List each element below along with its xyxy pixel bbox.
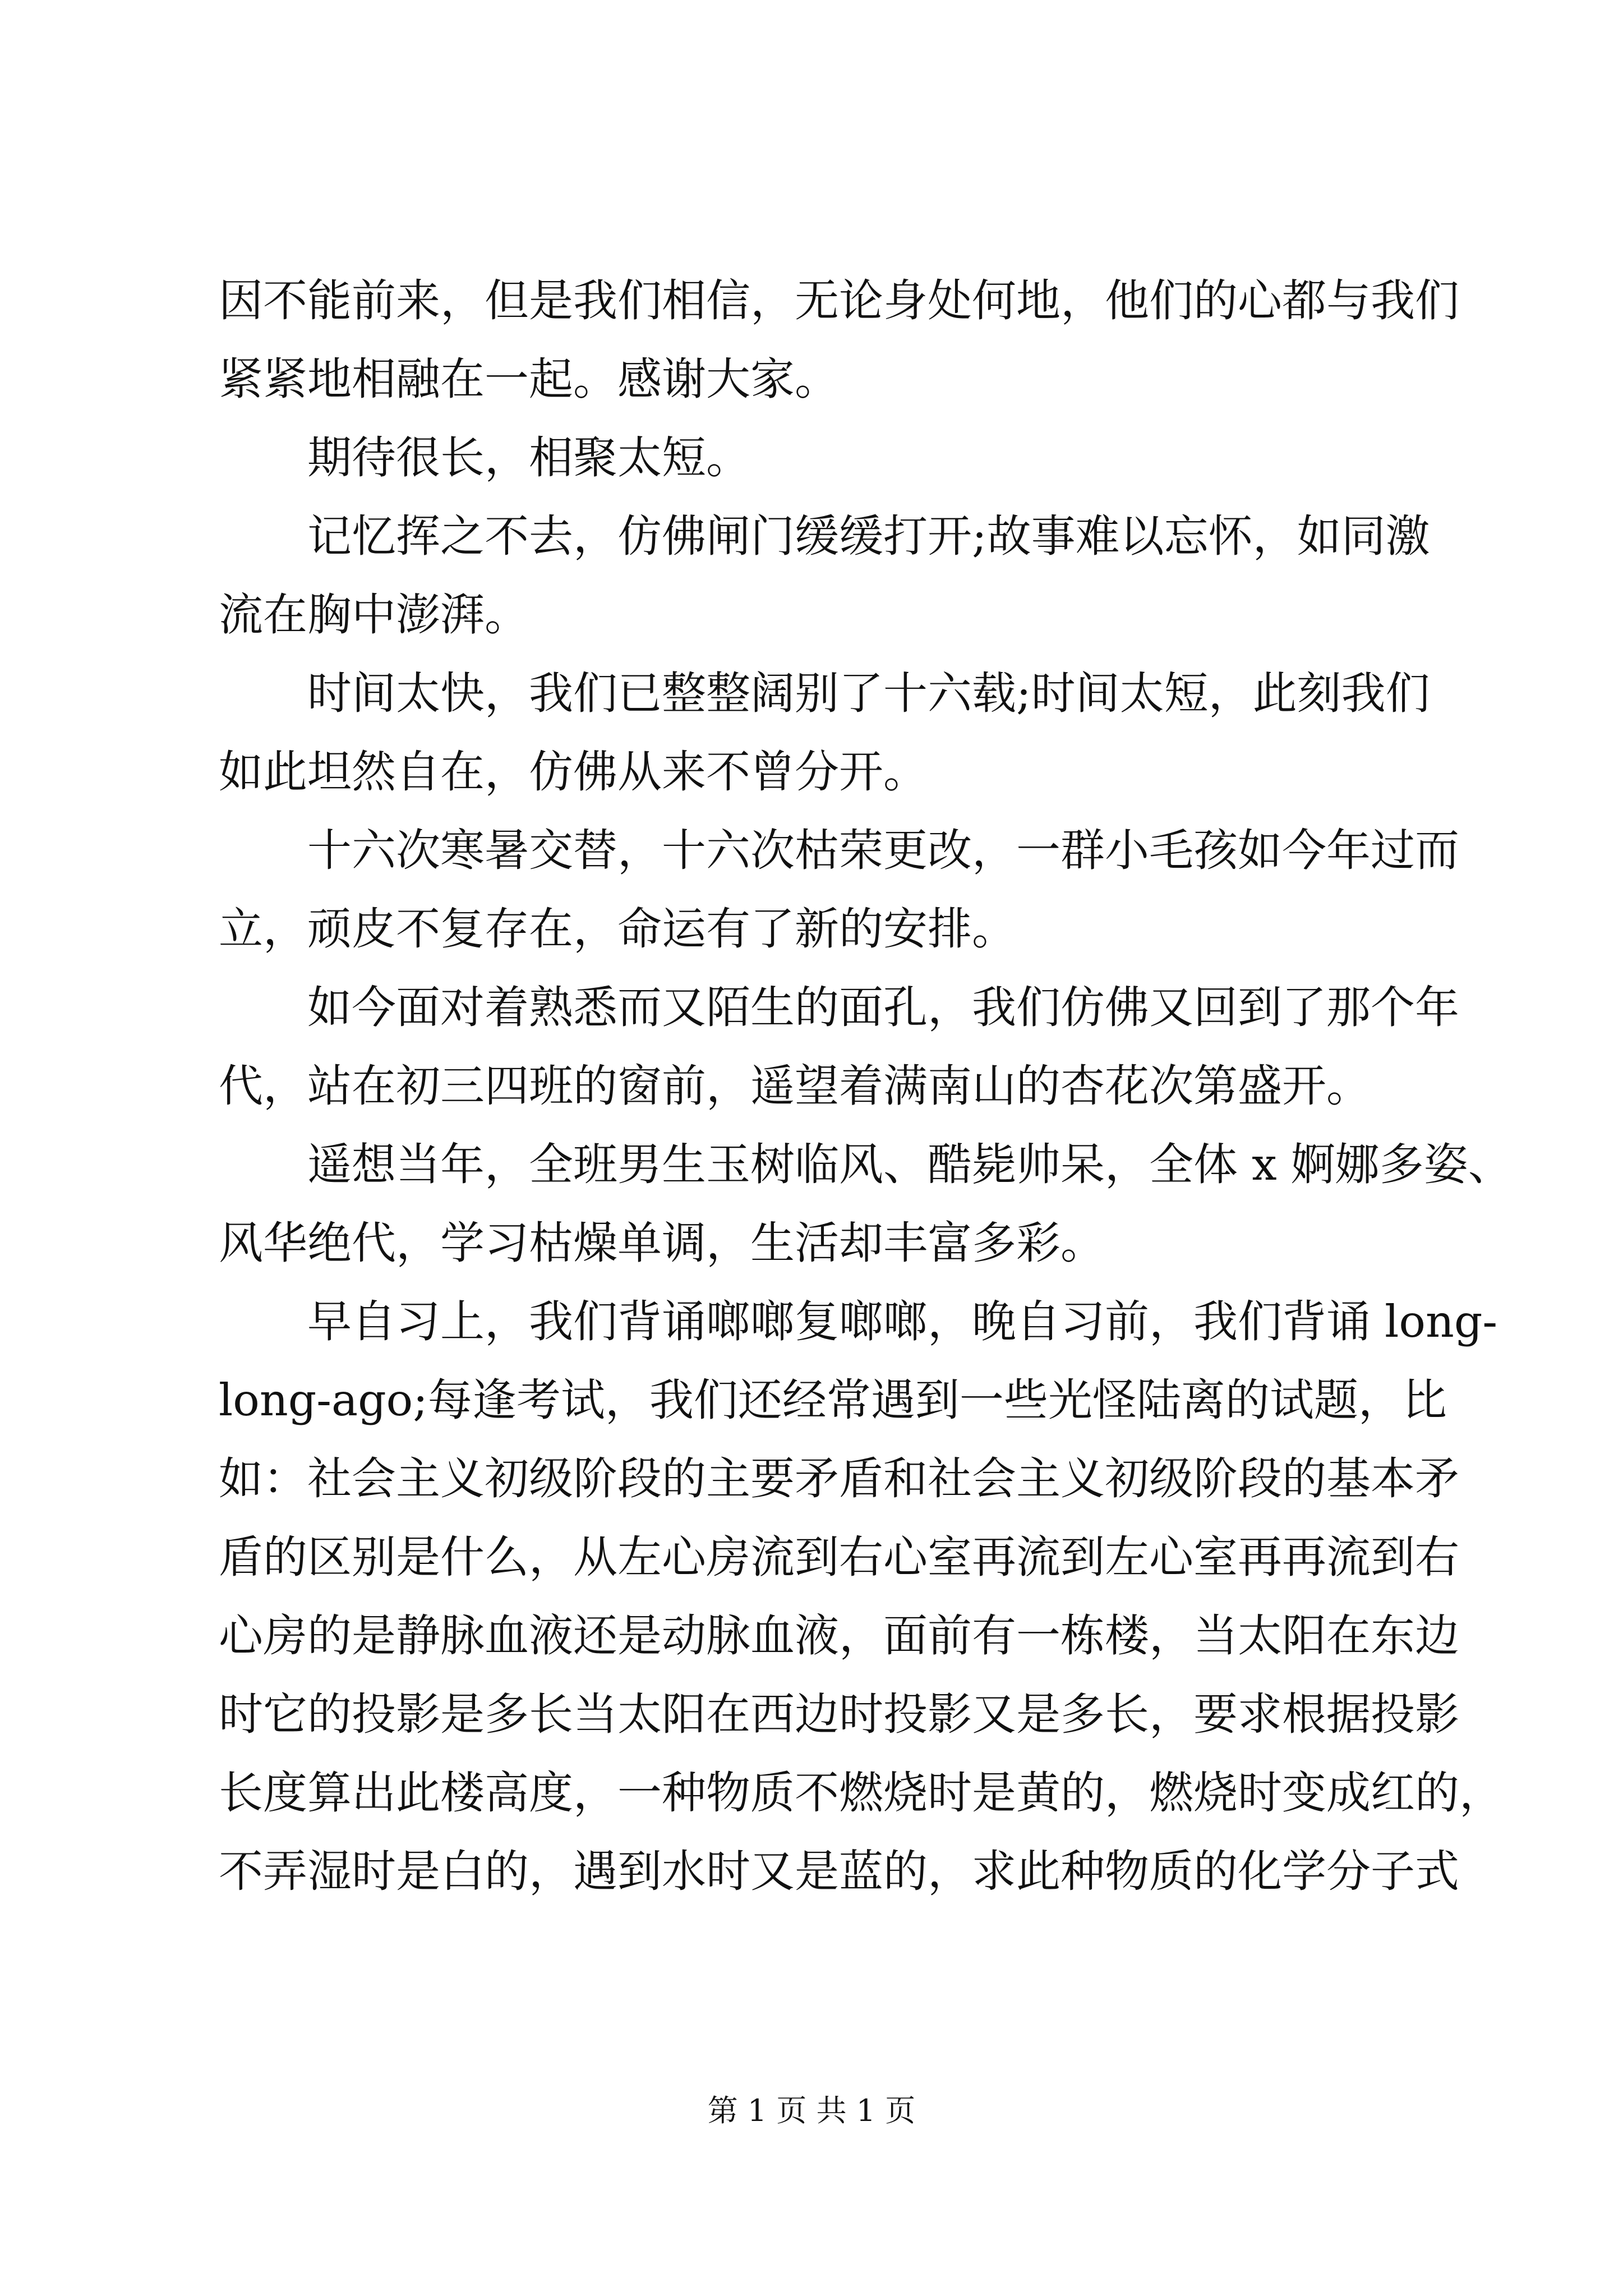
- text-line: 因不能前来，但是我们相信，无论身处何地，他们的心都与我们: [219, 275, 1459, 326]
- text-line: 风华绝代，学习枯燥单调，生活却丰富多彩。: [219, 1217, 1105, 1269]
- text-line: 遥想当年，全班男生玉树临风、酷毙帅呆，全体 x 婀娜多姿、: [307, 1139, 1513, 1190]
- text-line: 时它的投影是多长当太阳在西边时投影又是多长，要求根据投影: [219, 1688, 1459, 1740]
- text-line: long-ago;每逢考试，我们还经常遇到一些光怪陆离的试题，比: [219, 1374, 1447, 1426]
- text-line: 流在胸中澎湃。: [219, 589, 529, 641]
- text-line: 如此坦然自在，仿佛从来不曾分开。: [219, 746, 928, 798]
- text-line: 心房的是静脉血液还是动脉血液，面前有一栋楼，当太阳在东边: [219, 1610, 1459, 1662]
- text-line: 盾的区别是什么，从左心房流到右心室再流到左心室再再流到右: [219, 1531, 1459, 1583]
- text-line: 长度算出此楼高度，一种物质不燃烧时是黄的，燃烧时变成红的，: [219, 1767, 1504, 1819]
- text-line: 如今面对着熟悉而又陌生的面孔，我们仿佛又回到了那个年: [307, 982, 1459, 1033]
- text-line: 紧紧地相融在一起。感谢大家。: [219, 353, 839, 405]
- text-line: 早自习上，我们背诵啷啷复啷啷，晚自习前，我们背诵 long-: [307, 1296, 1498, 1347]
- text-line: 如：社会主义初级阶段的主要矛盾和社会主义初级阶段的基本矛: [219, 1453, 1459, 1504]
- text-line: 十六次寒暑交替，十六次枯荣更改，一群小毛孩如今年过而: [307, 825, 1459, 876]
- text-line: 不弄湿时是白的，遇到水时又是蓝的，求此种物质的化学分子式: [219, 1846, 1459, 1897]
- text-line: 记忆挥之不去，仿佛闸门缓缓打开;故事难以忘怀，如同激: [307, 510, 1430, 562]
- text-line: 期待很长，相聚太短。: [307, 432, 750, 484]
- text-line: 立，顽皮不复存在，命运有了新的安排。: [219, 903, 1016, 955]
- text-line: 代，站在初三四班的窗前，遥望着满南山的杏花次第盛开。: [219, 1060, 1371, 1112]
- page-number-footer: 第 1 页 共 1 页: [707, 2093, 916, 2128]
- text-line: 时间太快，我们已整整阔别了十六载;时间太短，此刻我们: [307, 668, 1430, 719]
